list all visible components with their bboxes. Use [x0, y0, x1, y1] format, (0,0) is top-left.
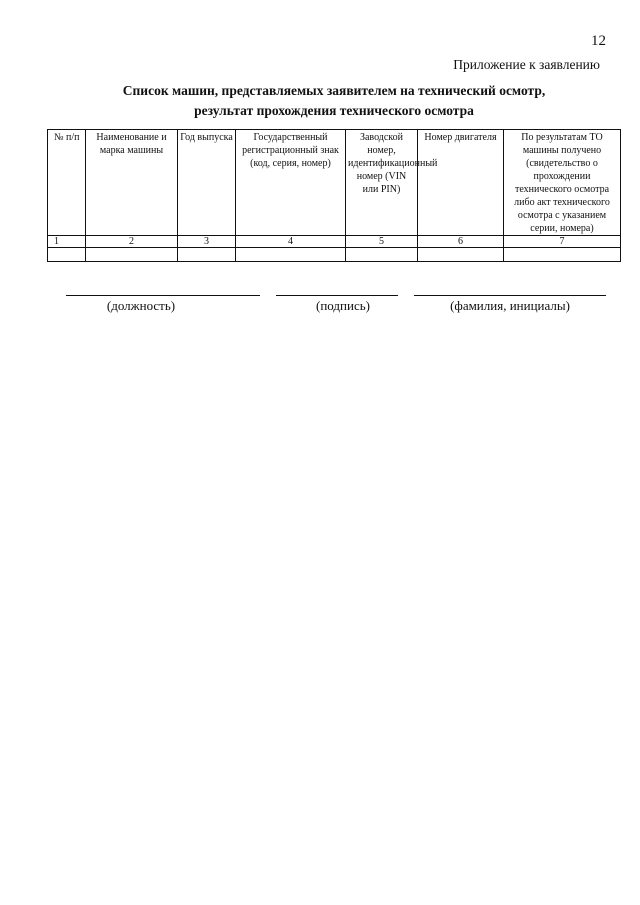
header-cell-engine-number: Номер двигателя	[418, 130, 504, 236]
document-title-line-2: результат прохождения технического осмотра	[194, 103, 474, 118]
document-title-line-1: Список машин, представляемых заявителем на технический осмотр,	[122, 83, 546, 98]
empty-cell[interactable]	[236, 248, 346, 262]
header-cell-machine-name: Наименование и марка машины	[86, 130, 178, 236]
signature-line	[276, 295, 398, 296]
empty-cell[interactable]	[86, 248, 178, 262]
header-cell-index: № п/п	[48, 130, 86, 236]
table-header-row	[48, 130, 621, 236]
column-number-cell: 2	[86, 236, 178, 248]
column-number-row	[48, 236, 621, 248]
table-row	[48, 248, 621, 262]
column-number-cell: 1	[48, 236, 86, 248]
name-label: (фамилия, инициалы)	[450, 298, 570, 313]
column-number-cell: 4	[236, 236, 346, 248]
empty-cell[interactable]	[504, 248, 621, 262]
position-label: (должность)	[106, 298, 176, 313]
header-cell-serial-number: Заводской номер, идентификационный номер (VIN или PIN)	[346, 130, 418, 236]
column-number-cell: 6	[418, 236, 504, 248]
signature-label: (подпись)	[316, 298, 370, 313]
column-number-cell: 3	[178, 236, 236, 248]
page-number: 12	[591, 33, 606, 49]
column-number-cell: 5	[346, 236, 418, 248]
empty-cell[interactable]	[346, 248, 418, 262]
empty-cell[interactable]	[418, 248, 504, 262]
empty-cell[interactable]	[178, 248, 236, 262]
machines-table	[47, 129, 621, 262]
header-cell-year: Год выпуска	[178, 130, 236, 236]
column-number-cell: 7	[504, 236, 621, 248]
empty-cell[interactable]	[48, 248, 86, 262]
position-signature-line	[66, 295, 260, 296]
appendix-note: Приложение к заявлению	[453, 57, 600, 72]
header-cell-inspection-result: По результатам ТО машины получено (свидетельство о прохождении технического осмотра либо акт технического осмотра с указанием серии, номера)	[504, 130, 621, 236]
name-signature-line	[414, 295, 606, 296]
header-cell-registration-plate: Государственный регистрационный знак (код, серия, номер)	[236, 130, 346, 236]
